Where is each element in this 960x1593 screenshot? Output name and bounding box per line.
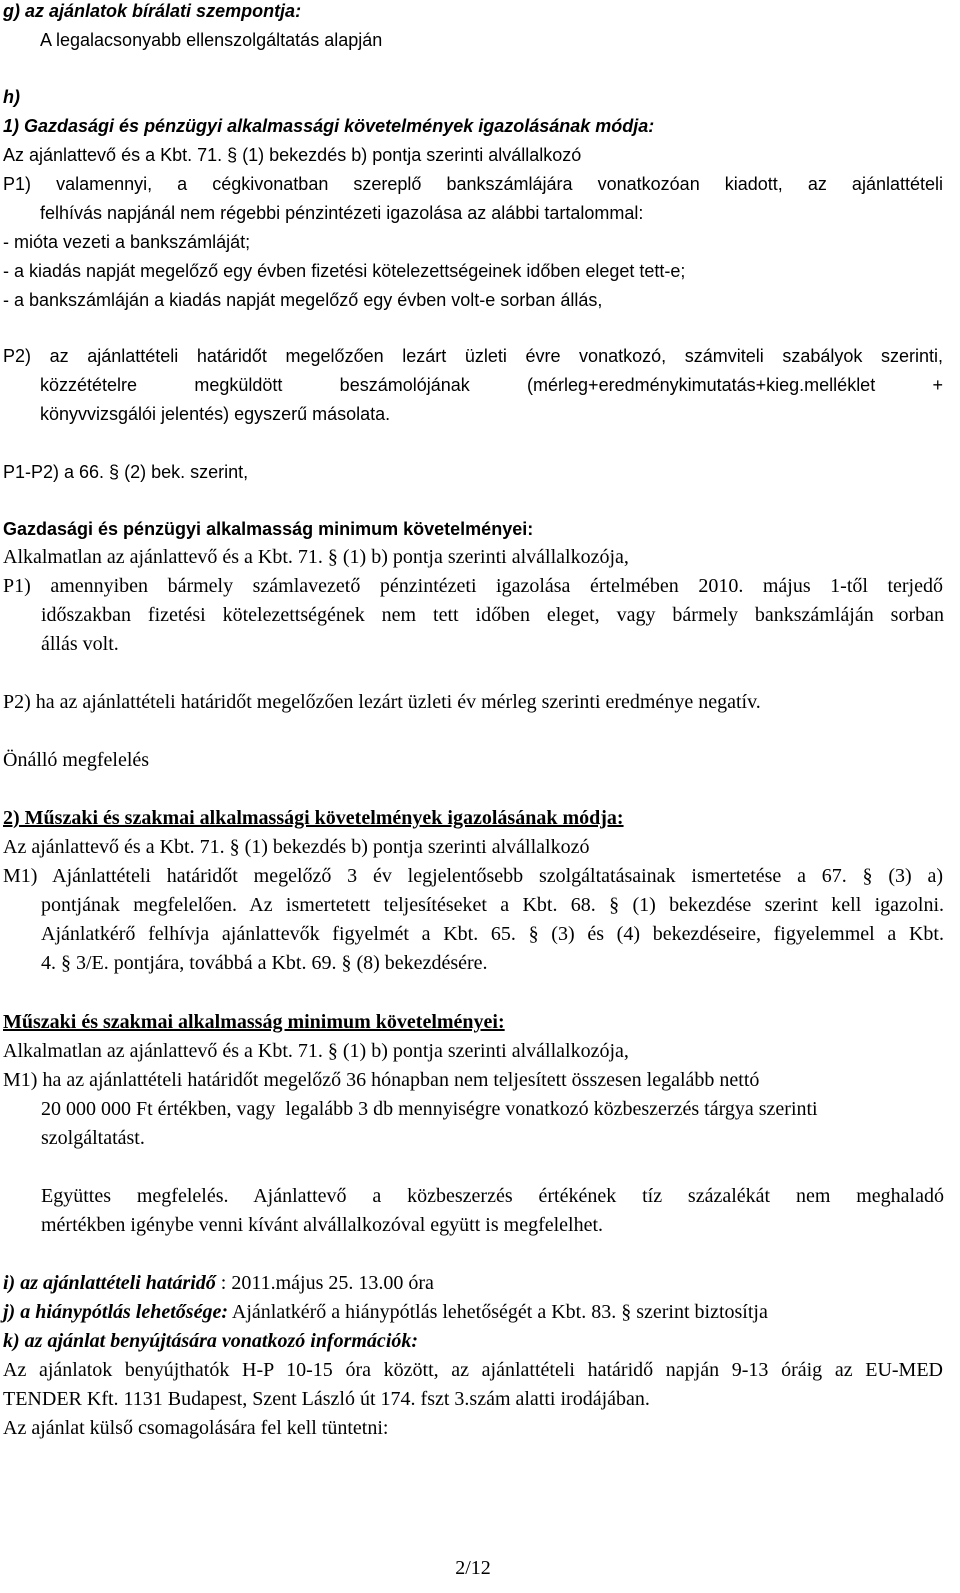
p1-p2-reference: P1-P2) a 66. § (2) bek. szerint, (3, 462, 249, 482)
financial-requirements-heading: 1) Gazdasági és pénzügyi alkalmassági követelmények igazolásának módja: (3, 116, 655, 136)
section-j (3, 1302, 768, 1322)
section-g-value: A legalacsonyabb ellenszolgáltatás alapján (40, 30, 383, 50)
financial-minimum-p1: állás volt. (41, 633, 119, 655)
p2-requirement-line: közzétételre megküldött beszámolójának (mérleg+eredménykimutatás+kieg.melléklet + (40, 375, 943, 395)
technical-minimum-intro: Alkalmatlan az ajánlattevő és a Kbt. 71. § (1) b) pontja szerinti alvállalkozója, (3, 1040, 629, 1062)
p1-list-item: - a bankszámláján a kiadás napját megelőző egy évben volt-e sorban állás, (3, 290, 603, 310)
section-j-value: Ajánlatkérő a hiánypótlás lehetőségét a Kbt. 83. § szerint biztosítja (227, 1301, 768, 1323)
technical-m1-line: 4. § 3/E. pontjára, továbbá a Kbt. 69. § (8) bekezdésére. (41, 952, 488, 974)
section-k-line: Az ajánlatok benyújthatók H-P 10-15 óra között, az ajánlattételi határidő napján 9-13 óráig az EU-MED (3, 1359, 943, 1381)
financial-minimum-p2: P2) ha az ajánlattételi határidőt megelőzően lezárt üzleti év mérleg szerinti eredménye negatív. (3, 691, 761, 713)
p1-requirement-line: felhívás napjánál nem régebbi pénzintézeti igazolása az alábbi tartalommal: (40, 203, 644, 223)
financial-minimum-p1: P1) amennyiben bármely számlavezető pénzintézeti igazolása értelmében 2010. május 1-től terjedő (3, 575, 943, 597)
technical-m1-line: M1) Ajánlattételi határidőt megelőző 3 év legjelentősebb szolgáltatásainak ismertetése a 67. § (3) a) (3, 865, 943, 887)
section-i (3, 1273, 434, 1293)
p1-requirement-line: P1) valamennyi, a cégkivonatban szereplő bankszámlájára vonatkozóan kiadott, az ajánlattételi (3, 174, 943, 194)
joint-compliance: mértékben igénybe venni kívánt alvállalkozóval együtt is megfelelhet. (41, 1214, 604, 1236)
p1-list-item: - mióta vezeti a bankszámláját; (3, 232, 251, 252)
technical-m1-line: pontjának megfelelően. Az ismertetett teljesítéseket a Kbt. 68. § (1) bekezdése szerint kell igazolni. (41, 894, 944, 916)
technical-requirements-heading: 2) Műszaki és szakmai alkalmassági követelmények igazolásának módja: (3, 807, 624, 829)
technical-minimum-m1: M1) ha az ajánlattételi határidőt megelőző 36 hónapban nem teljesített összesen legalább nettó (3, 1069, 760, 1091)
technical-minimum-m1: 20 000 000 Ft értékben, vagy legalább 3 db mennyiségre vonatkozó közbeszerzés tárgya szerinti (41, 1098, 818, 1120)
p2-requirement-line: könyvvizsgálói jelentés) egyszerű másolata. (40, 404, 391, 424)
technical-m1-line: Ajánlatkérő felhívja ajánlattevők figyelmét a Kbt. 65. § (3) és (4) bekezdéseire, figyelemmel a Kbt. (41, 923, 944, 945)
section-k-heading: k) az ajánlat benyújtására vonatkozó információk: (3, 1330, 419, 1352)
page-number: 2/12 (455, 1557, 491, 1579)
section-k-line: Az ajánlat külső csomagolására fel kell tüntetni: (3, 1417, 389, 1439)
section-k-line: TENDER Kft. 1131 Budapest, Szent László út 174. fszt 3.szám alatti irodájában. (3, 1388, 650, 1410)
independent-compliance: Önálló megfelelés (3, 749, 150, 771)
p2-requirement-line: P2) az ajánlattételi határidőt megelőzően lezárt üzleti évre vonatkozó, számviteli szabályok szerinti, (3, 346, 943, 366)
p1-list-item: - a kiadás napját megelőző egy évben fizetési kötelezettségeinek időben eleget tett-e; (3, 261, 686, 281)
section-i-value: : 2011.május 25. 13.00 óra (215, 1272, 434, 1294)
financial-minimum-intro: Alkalmatlan az ajánlattevő és a Kbt. 71. § (1) b) pontja szerinti alvállalkozója, (3, 546, 629, 568)
financial-minimum-p1: időszakban fizetési kötelezettségének nem tett időben eleget, vagy bármely bankszámláján sorban (41, 604, 944, 626)
section-g-heading: g) az ajánlatok bírálati szempontja: (3, 1, 302, 21)
section-h-heading: h) (3, 87, 20, 107)
technical-requirements-intro: Az ajánlattevő és a Kbt. 71. § (1) bekezdés b) pontja szerinti alvállalkozó (3, 836, 590, 858)
section-i-label: i) az ajánlattételi határidő (3, 1272, 216, 1294)
technical-minimum-heading: Műszaki és szakmai alkalmasság minimum követelményei: (3, 1011, 505, 1033)
financial-requirements-intro: Az ajánlattevő és a Kbt. 71. § (1) bekezdés b) pontja szerinti alvállalkozó (3, 145, 582, 165)
section-j-label: j) a hiánypótlás lehetősége: (3, 1301, 228, 1323)
technical-minimum-m1: szolgáltatást. (41, 1127, 145, 1149)
joint-compliance: Együttes megfelelés. Ajánlattevő a közbeszerzés értékének tíz százalékát nem meghaladó (41, 1185, 944, 1207)
financial-minimum-heading: Gazdasági és pénzügyi alkalmasság minimum követelményei: (3, 519, 534, 539)
